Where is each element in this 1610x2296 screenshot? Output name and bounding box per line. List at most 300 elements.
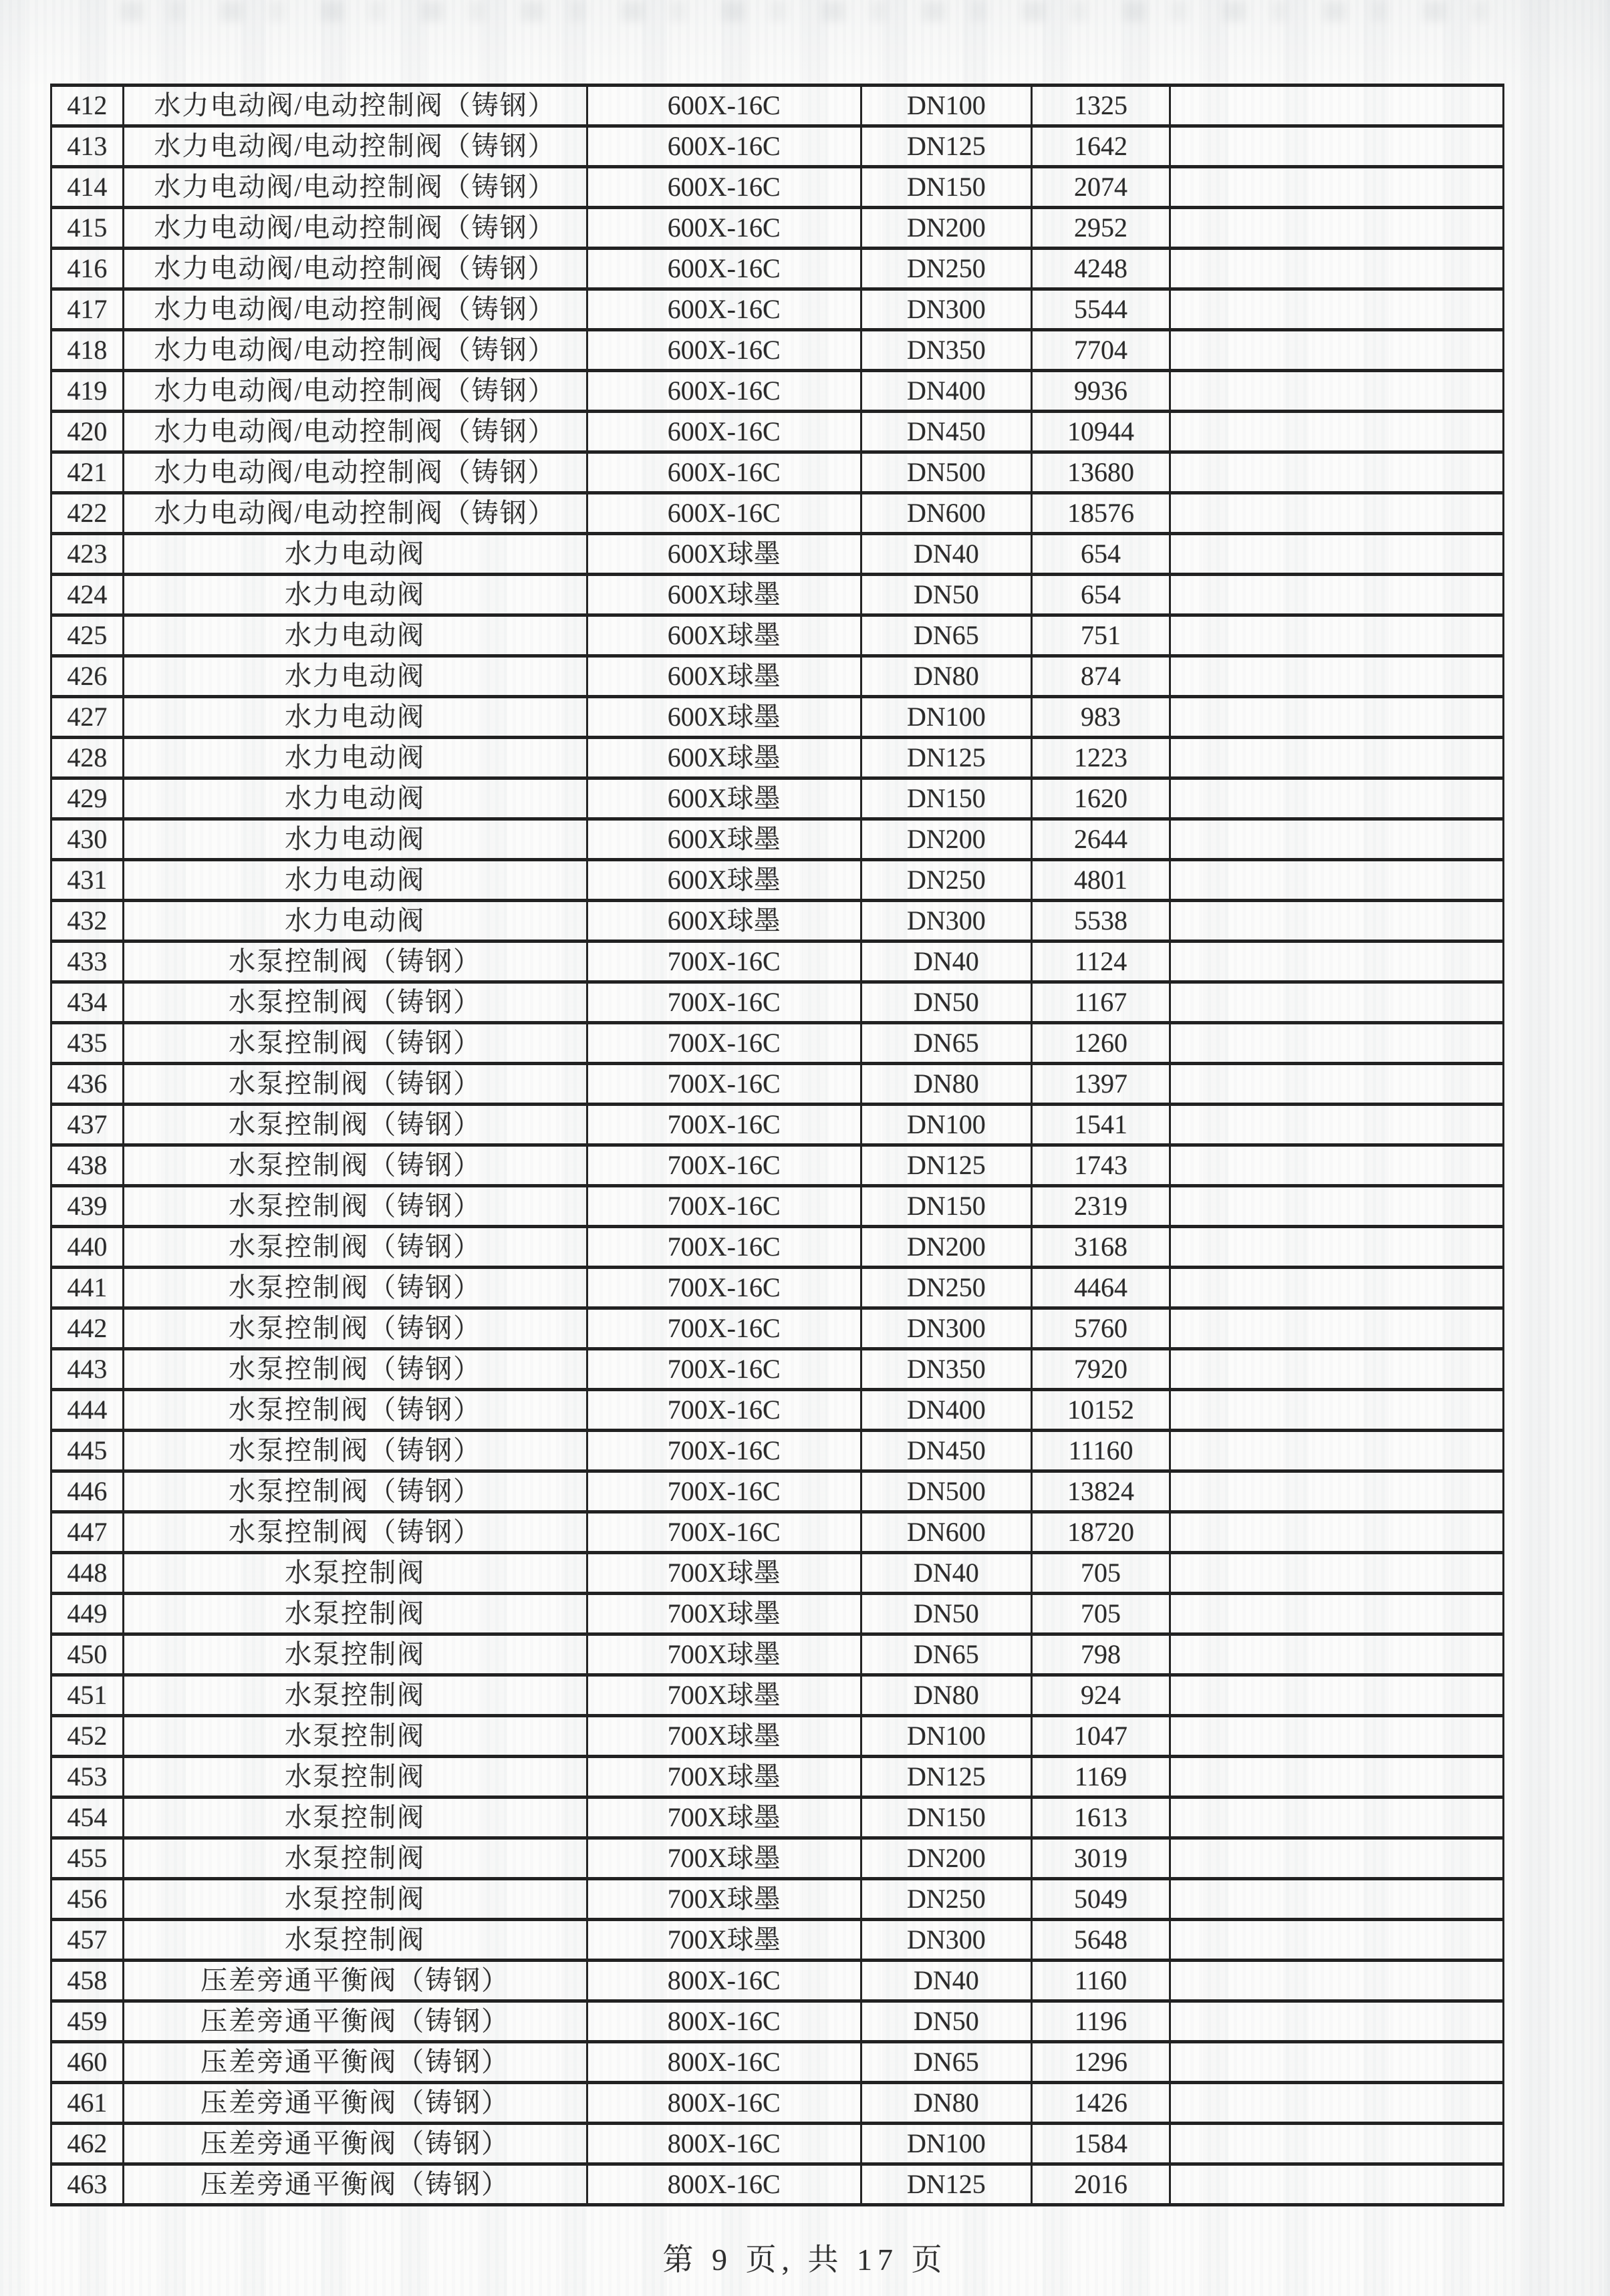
- cell-model: 800X-16C: [587, 2042, 861, 2083]
- cell-product-name: 水力电动阀/电动控制阀（铸钢）: [123, 208, 587, 249]
- cell-product-name: 水泵控制阀（铸钢）: [123, 1349, 587, 1390]
- cell-price: 5538: [1031, 901, 1170, 942]
- cell-empty: [1170, 412, 1504, 452]
- cell-size: DN100: [861, 697, 1031, 738]
- cell-row-number: 446: [51, 1471, 124, 1512]
- cell-empty: [1170, 982, 1504, 1023]
- cell-model: 700X球墨: [587, 1757, 861, 1798]
- cell-model: 700X球墨: [587, 1879, 861, 1920]
- cell-row-number: 461: [51, 2083, 124, 2124]
- cell-empty: [1170, 2124, 1504, 2164]
- cell-empty: [1170, 942, 1504, 982]
- table-row: [51, 1634, 1504, 1675]
- cell-model: 600X球墨: [587, 534, 861, 575]
- cell-price: 3019: [1031, 1838, 1170, 1879]
- table-row: [51, 412, 1504, 452]
- cell-product-name: 水泵控制阀（铸钢）: [123, 1268, 587, 1308]
- cell-empty: [1170, 289, 1504, 330]
- cell-model: 700X-16C: [587, 1268, 861, 1308]
- cell-row-number: 457: [51, 1920, 124, 1961]
- cell-model: 700X-16C: [587, 1471, 861, 1512]
- cell-size: DN65: [861, 1634, 1031, 1675]
- cell-row-number: 414: [51, 167, 124, 208]
- cell-empty: [1170, 615, 1504, 656]
- cell-row-number: 429: [51, 778, 124, 819]
- cell-size: DN125: [861, 126, 1031, 167]
- cell-empty: [1170, 1757, 1504, 1798]
- cell-size: DN80: [861, 2083, 1031, 2124]
- cell-model: 800X-16C: [587, 1961, 861, 2001]
- cell-size: DN100: [861, 1716, 1031, 1757]
- cell-model: 700X球墨: [587, 1594, 861, 1634]
- cell-row-number: 434: [51, 982, 124, 1023]
- cell-empty: [1170, 208, 1504, 249]
- cell-size: DN200: [861, 819, 1031, 860]
- cell-size: DN40: [861, 942, 1031, 982]
- cell-product-name: 压差旁通平衡阀（铸钢）: [123, 2164, 587, 2205]
- cell-row-number: 451: [51, 1675, 124, 1716]
- cell-empty: [1170, 1268, 1504, 1308]
- cell-size: DN150: [861, 778, 1031, 819]
- cell-product-name: 水力电动阀/电动控制阀（铸钢）: [123, 493, 587, 534]
- cell-model: 800X-16C: [587, 2083, 861, 2124]
- table-row: [51, 493, 1504, 534]
- table-row: [51, 778, 1504, 819]
- cell-empty: [1170, 2083, 1504, 2124]
- table-row: [51, 1757, 1504, 1798]
- table-row: [51, 452, 1504, 493]
- cell-size: DN125: [861, 1145, 1031, 1186]
- cell-product-name: 水泵控制阀（铸钢）: [123, 1105, 587, 1145]
- cell-price: 1325: [1031, 86, 1170, 126]
- table-row: [51, 1675, 1504, 1716]
- cell-row-number: 430: [51, 819, 124, 860]
- cell-product-name: 水泵控制阀（铸钢）: [123, 1227, 587, 1268]
- cell-model: 700X-16C: [587, 1431, 861, 1471]
- cell-row-number: 425: [51, 615, 124, 656]
- cell-model: 800X-16C: [587, 2124, 861, 2164]
- cell-price: 1613: [1031, 1798, 1170, 1838]
- cell-price: 4464: [1031, 1268, 1170, 1308]
- cell-size: DN350: [861, 330, 1031, 371]
- cell-product-name: 压差旁通平衡阀（铸钢）: [123, 1961, 587, 2001]
- cell-product-name: 水力电动阀: [123, 778, 587, 819]
- cell-product-name: 压差旁通平衡阀（铸钢）: [123, 2124, 587, 2164]
- table-row: [51, 1920, 1504, 1961]
- cell-product-name: 水泵控制阀（铸钢）: [123, 942, 587, 982]
- cell-empty: [1170, 1920, 1504, 1961]
- cell-row-number: 428: [51, 738, 124, 778]
- cell-model: 600X球墨: [587, 697, 861, 738]
- cell-row-number: 439: [51, 1186, 124, 1227]
- cell-model: 600X-16C: [587, 167, 861, 208]
- table-row: [51, 2164, 1504, 2205]
- cell-price: 5544: [1031, 289, 1170, 330]
- cell-size: DN65: [861, 615, 1031, 656]
- cell-empty: [1170, 656, 1504, 697]
- table-row: [51, 534, 1504, 575]
- cell-price: 9936: [1031, 371, 1170, 412]
- cell-price: 10944: [1031, 412, 1170, 452]
- cell-product-name: 水泵控制阀（铸钢）: [123, 1186, 587, 1227]
- cell-product-name: 水力电动阀: [123, 860, 587, 901]
- cell-product-name: 水泵控制阀: [123, 1675, 587, 1716]
- cell-model: 700X球墨: [587, 1798, 861, 1838]
- cell-size: DN500: [861, 452, 1031, 493]
- cell-empty: [1170, 86, 1504, 126]
- cell-size: DN40: [861, 1553, 1031, 1594]
- cell-empty: [1170, 1023, 1504, 1064]
- cell-empty: [1170, 1064, 1504, 1105]
- cell-product-name: 水泵控制阀（铸钢）: [123, 982, 587, 1023]
- cell-empty: [1170, 1349, 1504, 1390]
- cell-price: 4801: [1031, 860, 1170, 901]
- cell-model: 700X-16C: [587, 1349, 861, 1390]
- cell-product-name: 水力电动阀: [123, 656, 587, 697]
- cell-empty: [1170, 1675, 1504, 1716]
- cell-size: DN80: [861, 1675, 1031, 1716]
- table-row: [51, 1186, 1504, 1227]
- table-row: [51, 575, 1504, 615]
- cell-size: DN200: [861, 1227, 1031, 1268]
- cell-product-name: 水力电动阀: [123, 697, 587, 738]
- cell-price: 7704: [1031, 330, 1170, 371]
- table-row: [51, 86, 1504, 126]
- cell-size: DN250: [861, 249, 1031, 289]
- cell-size: DN80: [861, 656, 1031, 697]
- table-row: [51, 2124, 1504, 2164]
- cell-model: 600X-16C: [587, 412, 861, 452]
- table-row: [51, 656, 1504, 697]
- cell-empty: [1170, 1308, 1504, 1349]
- table-row: [51, 1349, 1504, 1390]
- cell-model: 600X球墨: [587, 738, 861, 778]
- cell-product-name: 水力电动阀: [123, 819, 587, 860]
- cell-empty: [1170, 901, 1504, 942]
- cell-model: 700X球墨: [587, 1920, 861, 1961]
- cell-model: 700X-16C: [587, 1105, 861, 1145]
- cell-size: DN200: [861, 208, 1031, 249]
- price-table: [50, 84, 1504, 2206]
- cell-price: 4248: [1031, 249, 1170, 289]
- cell-size: DN150: [861, 1798, 1031, 1838]
- cell-size: DN50: [861, 1594, 1031, 1634]
- cell-row-number: 413: [51, 126, 124, 167]
- cell-empty: [1170, 1390, 1504, 1431]
- cell-price: 1743: [1031, 1145, 1170, 1186]
- cell-model: 600X-16C: [587, 289, 861, 330]
- table-row: [51, 615, 1504, 656]
- cell-model: 600X-16C: [587, 493, 861, 534]
- cell-model: 700X球墨: [587, 1553, 861, 1594]
- cell-size: DN100: [861, 1105, 1031, 1145]
- cell-row-number: 455: [51, 1838, 124, 1879]
- cell-price: 705: [1031, 1594, 1170, 1634]
- cell-price: 1196: [1031, 2001, 1170, 2042]
- cell-row-number: 412: [51, 86, 124, 126]
- cell-product-name: 水力电动阀: [123, 615, 587, 656]
- table-row: [51, 1716, 1504, 1757]
- cell-price: 2644: [1031, 819, 1170, 860]
- cell-price: 1223: [1031, 738, 1170, 778]
- cell-product-name: 水泵控制阀（铸钢）: [123, 1023, 587, 1064]
- cell-row-number: 462: [51, 2124, 124, 2164]
- cell-size: DN65: [861, 1023, 1031, 1064]
- cell-model: 600X球墨: [587, 860, 861, 901]
- table-row: [51, 697, 1504, 738]
- cell-model: 700X-16C: [587, 942, 861, 982]
- cell-price: 874: [1031, 656, 1170, 697]
- cell-empty: [1170, 1838, 1504, 1879]
- cell-product-name: 水泵控制阀: [123, 1757, 587, 1798]
- cell-size: DN300: [861, 1920, 1031, 1961]
- cell-row-number: 448: [51, 1553, 124, 1594]
- cell-model: 600X球墨: [587, 575, 861, 615]
- cell-empty: [1170, 1879, 1504, 1920]
- cell-model: 800X-16C: [587, 2001, 861, 2042]
- cell-product-name: 水力电动阀: [123, 534, 587, 575]
- cell-empty: [1170, 575, 1504, 615]
- cell-model: 700X-16C: [587, 1227, 861, 1268]
- cell-product-name: 水力电动阀/电动控制阀（铸钢）: [123, 452, 587, 493]
- cell-row-number: 449: [51, 1594, 124, 1634]
- table-row: [51, 371, 1504, 412]
- cell-size: DN500: [861, 1471, 1031, 1512]
- cell-price: 13680: [1031, 452, 1170, 493]
- cell-price: 13824: [1031, 1471, 1170, 1512]
- cell-price: 2319: [1031, 1186, 1170, 1227]
- table-row: [51, 1308, 1504, 1349]
- table-row: [51, 1512, 1504, 1553]
- cell-price: 924: [1031, 1675, 1170, 1716]
- cell-price: 5648: [1031, 1920, 1170, 1961]
- table-row: [51, 167, 1504, 208]
- cell-empty: [1170, 1145, 1504, 1186]
- cell-product-name: 水泵控制阀: [123, 1838, 587, 1879]
- cell-product-name: 水泵控制阀（铸钢）: [123, 1145, 587, 1186]
- table-row: [51, 1594, 1504, 1634]
- cell-row-number: 459: [51, 2001, 124, 2042]
- cell-price: 2016: [1031, 2164, 1170, 2205]
- cell-price: 798: [1031, 1634, 1170, 1675]
- cell-price: 705: [1031, 1553, 1170, 1594]
- cell-empty: [1170, 1105, 1504, 1145]
- cell-model: 600X-16C: [587, 330, 861, 371]
- cell-product-name: 水泵控制阀: [123, 1798, 587, 1838]
- cell-product-name: 水泵控制阀: [123, 1553, 587, 1594]
- cell-product-name: 压差旁通平衡阀（铸钢）: [123, 2083, 587, 2124]
- cell-product-name: 水力电动阀/电动控制阀（铸钢）: [123, 289, 587, 330]
- cell-size: DN80: [861, 1064, 1031, 1105]
- cell-empty: [1170, 738, 1504, 778]
- cell-model: 700X-16C: [587, 1308, 861, 1349]
- cell-model: 600X球墨: [587, 901, 861, 942]
- cell-size: DN450: [861, 412, 1031, 452]
- cell-product-name: 水泵控制阀: [123, 1716, 587, 1757]
- cell-price: 5049: [1031, 1879, 1170, 1920]
- cell-size: DN450: [861, 1431, 1031, 1471]
- cell-price: 751: [1031, 615, 1170, 656]
- cell-size: DN400: [861, 1390, 1031, 1431]
- cell-product-name: 水泵控制阀（铸钢）: [123, 1431, 587, 1471]
- cell-model: 700X球墨: [587, 1838, 861, 1879]
- cell-price: 1047: [1031, 1716, 1170, 1757]
- cell-empty: [1170, 697, 1504, 738]
- cell-price: 983: [1031, 697, 1170, 738]
- cell-row-number: 441: [51, 1268, 124, 1308]
- cell-model: 700X-16C: [587, 1186, 861, 1227]
- cell-empty: [1170, 126, 1504, 167]
- cell-model: 700X-16C: [587, 1023, 861, 1064]
- table-row: [51, 289, 1504, 330]
- cell-row-number: 450: [51, 1634, 124, 1675]
- cell-row-number: 445: [51, 1431, 124, 1471]
- cell-size: DN50: [861, 982, 1031, 1023]
- cell-price: 654: [1031, 575, 1170, 615]
- cell-price: 1642: [1031, 126, 1170, 167]
- table-row: [51, 942, 1504, 982]
- cell-size: DN300: [861, 901, 1031, 942]
- cell-row-number: 422: [51, 493, 124, 534]
- cell-price: 11160: [1031, 1431, 1170, 1471]
- table-row: [51, 1105, 1504, 1145]
- page-number-text: 第 9 页, 共 17 页: [662, 2243, 948, 2277]
- cell-model: 700X球墨: [587, 1716, 861, 1757]
- cell-model: 700X-16C: [587, 982, 861, 1023]
- cell-model: 600X球墨: [587, 656, 861, 697]
- cell-product-name: 水泵控制阀（铸钢）: [123, 1064, 587, 1105]
- cell-model: 700X-16C: [587, 1390, 861, 1431]
- cell-size: DN400: [861, 371, 1031, 412]
- cell-product-name: 水力电动阀/电动控制阀（铸钢）: [123, 412, 587, 452]
- cell-size: DN125: [861, 1757, 1031, 1798]
- cell-row-number: 444: [51, 1390, 124, 1431]
- table-row: [51, 249, 1504, 289]
- table-row: [51, 1227, 1504, 1268]
- cell-empty: [1170, 1553, 1504, 1594]
- table-row: [51, 126, 1504, 167]
- cell-model: 600X-16C: [587, 249, 861, 289]
- cell-row-number: 454: [51, 1798, 124, 1838]
- cell-product-name: 水泵控制阀（铸钢）: [123, 1512, 587, 1553]
- cell-empty: [1170, 2042, 1504, 2083]
- cell-product-name: 水泵控制阀: [123, 1879, 587, 1920]
- cell-model: 600X-16C: [587, 208, 861, 249]
- cell-size: DN40: [861, 534, 1031, 575]
- cell-empty: [1170, 778, 1504, 819]
- table-row: [51, 208, 1504, 249]
- table-row: [51, 1064, 1504, 1105]
- cell-empty: [1170, 534, 1504, 575]
- cell-row-number: 442: [51, 1308, 124, 1349]
- cell-model: 600X-16C: [587, 126, 861, 167]
- cell-empty: [1170, 167, 1504, 208]
- cell-product-name: 水泵控制阀（铸钢）: [123, 1308, 587, 1349]
- cell-row-number: 435: [51, 1023, 124, 1064]
- cell-model: 600X球墨: [587, 615, 861, 656]
- table-row: [51, 1961, 1504, 2001]
- cell-size: DN125: [861, 2164, 1031, 2205]
- cell-product-name: 水力电动阀/电动控制阀（铸钢）: [123, 330, 587, 371]
- cell-model: 700X-16C: [587, 1064, 861, 1105]
- cell-row-number: 424: [51, 575, 124, 615]
- cell-empty: [1170, 1186, 1504, 1227]
- cell-empty: [1170, 249, 1504, 289]
- cell-row-number: 460: [51, 2042, 124, 2083]
- cell-empty: [1170, 1227, 1504, 1268]
- cell-size: DN350: [861, 1349, 1031, 1390]
- cell-model: 700X-16C: [587, 1145, 861, 1186]
- cell-price: 18720: [1031, 1512, 1170, 1553]
- price-table-body: [51, 86, 1504, 2205]
- cell-row-number: 432: [51, 901, 124, 942]
- cell-empty: [1170, 1634, 1504, 1675]
- cell-price: 7920: [1031, 1349, 1170, 1390]
- table-row: [51, 1268, 1504, 1308]
- cell-model: 600X球墨: [587, 778, 861, 819]
- cell-empty: [1170, 2001, 1504, 2042]
- cell-price: 2074: [1031, 167, 1170, 208]
- table-row: [51, 819, 1504, 860]
- table-row: [51, 1145, 1504, 1186]
- cell-model: 700X-16C: [587, 1512, 861, 1553]
- cell-product-name: 压差旁通平衡阀（铸钢）: [123, 2001, 587, 2042]
- cell-price: 1124: [1031, 942, 1170, 982]
- cell-size: DN150: [861, 167, 1031, 208]
- cell-size: DN65: [861, 2042, 1031, 2083]
- cell-model: 600X-16C: [587, 371, 861, 412]
- table-row: [51, 1390, 1504, 1431]
- cell-empty: [1170, 1471, 1504, 1512]
- cell-row-number: 452: [51, 1716, 124, 1757]
- cell-product-name: 水力电动阀/电动控制阀（铸钢）: [123, 126, 587, 167]
- cell-size: DN200: [861, 1838, 1031, 1879]
- cell-empty: [1170, 1716, 1504, 1757]
- cell-row-number: 431: [51, 860, 124, 901]
- cell-row-number: 453: [51, 1757, 124, 1798]
- cell-price: 5760: [1031, 1308, 1170, 1349]
- cell-product-name: 水泵控制阀（铸钢）: [123, 1471, 587, 1512]
- cell-product-name: 水力电动阀/电动控制阀（铸钢）: [123, 371, 587, 412]
- cell-price: 654: [1031, 534, 1170, 575]
- cell-model: 600X-16C: [587, 86, 861, 126]
- cell-price: 1167: [1031, 982, 1170, 1023]
- page-footer: [0, 2235, 1610, 2279]
- cell-product-name: 水力电动阀/电动控制阀（铸钢）: [123, 167, 587, 208]
- table-row: [51, 1023, 1504, 1064]
- cell-row-number: 447: [51, 1512, 124, 1553]
- table-row: [51, 860, 1504, 901]
- cell-model: 600X球墨: [587, 819, 861, 860]
- cell-row-number: 463: [51, 2164, 124, 2205]
- cell-row-number: 436: [51, 1064, 124, 1105]
- cell-row-number: 426: [51, 656, 124, 697]
- cell-price: 18576: [1031, 493, 1170, 534]
- cell-row-number: 427: [51, 697, 124, 738]
- cell-size: DN100: [861, 2124, 1031, 2164]
- cell-row-number: 423: [51, 534, 124, 575]
- cell-empty: [1170, 452, 1504, 493]
- cell-empty: [1170, 1594, 1504, 1634]
- table-row: [51, 1798, 1504, 1838]
- cell-size: DN250: [861, 1879, 1031, 1920]
- cell-price: 1169: [1031, 1757, 1170, 1798]
- table-row: [51, 2042, 1504, 2083]
- cell-row-number: 420: [51, 412, 124, 452]
- cell-product-name: 水力电动阀: [123, 738, 587, 778]
- cell-row-number: 458: [51, 1961, 124, 2001]
- cell-empty: [1170, 1961, 1504, 2001]
